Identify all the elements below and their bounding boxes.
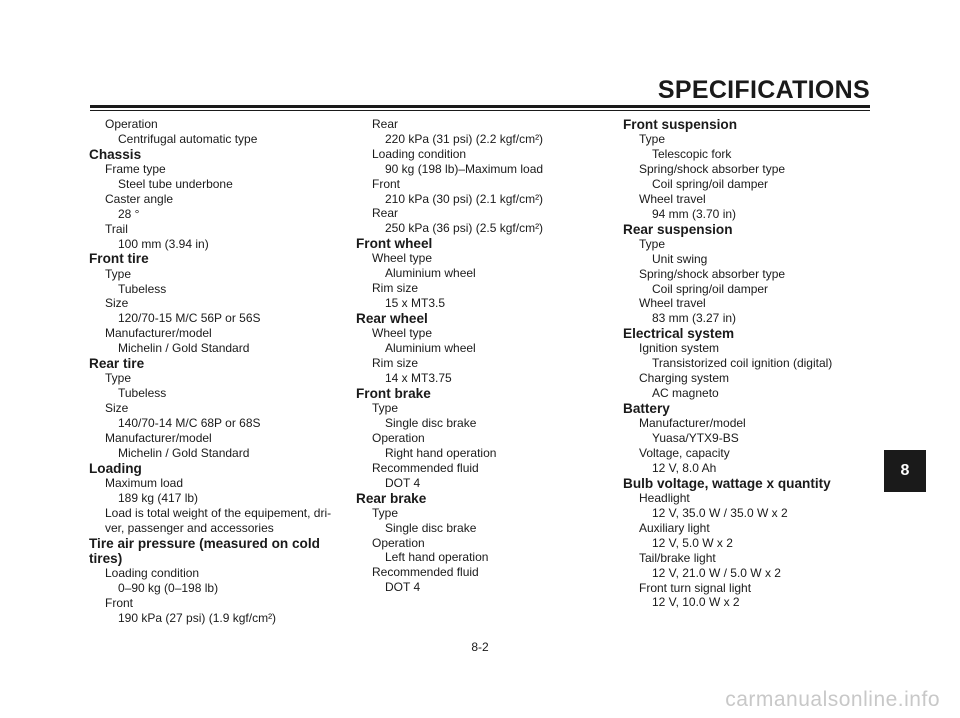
spec-label: Recommended fluid — [372, 565, 479, 580]
spec-value: 90 kg (198 lb)–Maximum load — [385, 161, 544, 176]
spec-label: Operation — [105, 117, 158, 131]
header-rule-thin — [90, 110, 870, 111]
spec-value: Single disc brake — [385, 520, 477, 535]
spec-label: Recommended fluid — [372, 460, 479, 475]
spec-label: Tail/brake light — [639, 550, 716, 565]
spec-value: Coil spring/oil damper — [652, 176, 769, 191]
section-heading: Rear wheel — [356, 311, 428, 327]
spec-column-3 — [623, 117, 863, 610]
spec-label: Wheel type — [372, 326, 433, 341]
spec-value: 14 x MT3.75 — [385, 371, 452, 385]
spec-label: Type — [639, 132, 666, 147]
spec-value: Tubeless — [118, 386, 167, 401]
spec-label: Type — [372, 505, 399, 520]
spec-value: 0–90 kg (0–198 lb) — [118, 580, 219, 595]
spec-label: Loading condition — [372, 146, 467, 161]
spec-value: 12 V, 35.0 W / 35.0 W x 2 — [652, 506, 788, 521]
spec-value: 94 mm (3.70 in) — [652, 206, 737, 221]
spec-label: Auxiliary light — [639, 520, 710, 535]
section-heading: Chassis — [89, 146, 142, 162]
page-number: 8-2 — [471, 640, 489, 654]
spec-label: Type — [372, 401, 399, 416]
spec-value: 189 kg (417 lb) — [118, 490, 199, 505]
section-heading: Front suspension — [623, 117, 738, 132]
section-heading: Rear tire — [89, 356, 145, 372]
spec-value: 100 mm (3.94 in) — [118, 236, 209, 251]
spec-value: 12 V, 21.0 W / 5.0 W x 2 — [652, 565, 781, 580]
spec-value: Aluminium wheel — [385, 266, 476, 281]
spec-value: Centrifugal automatic type — [118, 131, 258, 146]
spec-label: Size — [105, 296, 129, 311]
page-title: SPECIFICATIONS — [657, 76, 870, 104]
spec-value: 220 kPa (31 psi) (2.2 kgf/cm²) — [385, 131, 544, 146]
spec-label: Type — [105, 266, 132, 281]
spec-label: Manufacturer/model — [105, 326, 212, 341]
spec-value: 120/70-15 M/C 56P or 56S — [118, 311, 261, 326]
section-heading: Loading — [89, 460, 142, 476]
spec-value: DOT 4 — [385, 580, 421, 595]
watermark: carmanualsonline.info — [725, 688, 940, 711]
spec-value: Yuasa/YTX9-BS — [652, 431, 739, 446]
spec-value: 12 V, 5.0 W x 2 — [652, 535, 733, 550]
spec-value: Steel tube underbone — [118, 176, 233, 191]
spec-label: Front — [105, 595, 134, 610]
section-heading: Battery — [623, 401, 670, 417]
section-heading: Front wheel — [356, 236, 433, 252]
spec-value: AC magneto — [652, 386, 719, 401]
spec-value: Single disc brake — [385, 416, 477, 431]
spec-value: 190 kPa (27 psi) (1.9 kgf/cm²) — [118, 610, 277, 625]
spec-label: Maximum load — [105, 475, 184, 490]
spec-label: Charging system — [639, 371, 730, 386]
spec-label: Ignition system — [639, 341, 720, 356]
spec-value: Coil spring/oil damper — [652, 281, 769, 296]
spec-label: Rim size — [372, 356, 419, 371]
spec-label: Rim size — [372, 281, 419, 296]
spec-value: Tubeless — [118, 281, 167, 296]
spec-label: Headlight — [639, 491, 690, 506]
section-heading: Front brake — [356, 385, 431, 401]
spec-label: Rear — [372, 117, 399, 131]
spec-value: Aluminium wheel — [385, 341, 476, 356]
spec-value: 250 kPa (36 psi) (2.5 kgf/cm²) — [385, 221, 544, 236]
section-heading: Electrical system — [623, 326, 735, 342]
spec-label: Trail — [105, 221, 128, 236]
spec-label: Frame type — [105, 162, 166, 177]
spec-value: Left hand operation — [385, 550, 489, 565]
spec-label: Wheel type — [372, 251, 433, 266]
spec-value: Unit swing — [652, 251, 708, 266]
spec-label: Spring/shock absorber type — [639, 266, 786, 281]
spec-note: Load is total weight of the equipement, dri-ver, passenger and accessories — [105, 505, 332, 535]
spec-label: Voltage, capacity — [639, 446, 730, 461]
spec-label: Manufacturer/model — [105, 430, 212, 445]
spec-value: 140/70-14 M/C 68P or 68S — [118, 416, 261, 431]
spec-column-1 — [89, 117, 332, 626]
spec-label: Front — [372, 176, 401, 191]
spec-label: Wheel travel — [639, 191, 706, 206]
spec-label: Manufacturer/model — [639, 416, 746, 431]
spec-value: Michelin / Gold Standard — [118, 341, 250, 356]
spec-value: Transistorized coil ignition (digital) — [652, 356, 833, 371]
spec-label: Front turn signal light — [639, 580, 752, 595]
section-heading: Front tire — [89, 251, 149, 267]
spec-value: 210 kPa (30 psi) (2.1 kgf/cm²) — [385, 191, 544, 206]
spec-value: 28 ° — [118, 206, 140, 221]
section-heading: Rear brake — [356, 490, 427, 506]
spec-label: Size — [105, 401, 129, 416]
spec-value: DOT 4 — [385, 475, 421, 490]
spec-value: Telescopic fork — [652, 147, 732, 162]
spec-label: Caster angle — [105, 191, 174, 206]
header-rule-thick — [90, 105, 870, 108]
spec-label: Wheel travel — [639, 296, 706, 311]
spec-label: Operation — [372, 430, 425, 445]
spec-label: Loading condition — [105, 565, 200, 580]
section-heading: Rear suspension — [623, 221, 733, 237]
spec-value: Right hand operation — [385, 445, 497, 460]
spec-label: Type — [639, 236, 666, 251]
spec-label: Type — [105, 371, 132, 386]
spec-column-2 — [356, 117, 596, 595]
section-heading: Tire air pressure (measured on cold tires) — [89, 535, 320, 566]
spec-value: 12 V, 10.0 W x 2 — [652, 595, 740, 610]
spec-value: Michelin / Gold Standard — [118, 445, 250, 460]
spec-label: Spring/shock absorber type — [639, 162, 786, 177]
chapter-tab[interactable]: 8 — [884, 450, 926, 492]
spec-value: 83 mm (3.27 in) — [652, 311, 737, 326]
spec-value: 12 V, 8.0 Ah — [652, 461, 717, 476]
spec-label: Operation — [372, 535, 425, 550]
section-heading: Bulb voltage, wattage x quantity — [623, 475, 831, 491]
spec-label: Rear — [372, 206, 399, 221]
spec-value: 15 x MT3.5 — [385, 296, 446, 311]
